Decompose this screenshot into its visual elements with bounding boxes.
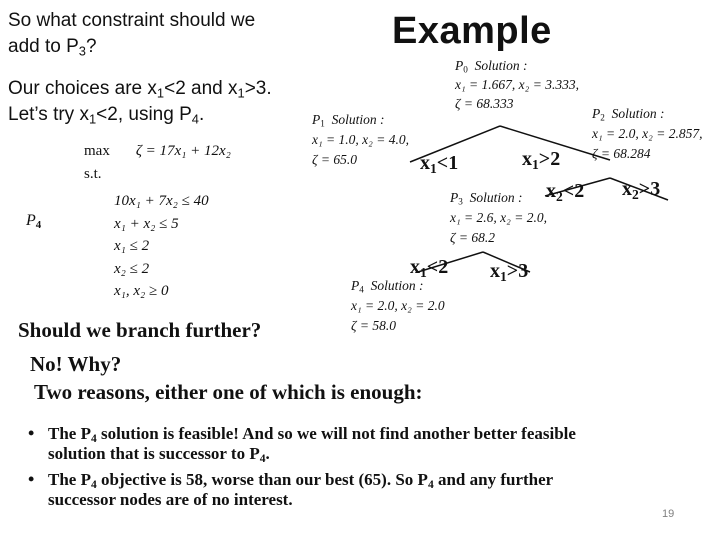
node-p2-objective: ζ = 68.284 <box>592 146 651 161</box>
node-p1-vars: x₁ = 1.0, x₂ = 4.0, <box>312 132 409 147</box>
objective-row <box>84 140 231 163</box>
constraint-3: x₁ ≤ 2 <box>114 238 150 254</box>
page-number: 19 <box>662 508 675 520</box>
node-p2: $P_2$ Solution : x₁ = 2.0, x₂ = 2.857, ζ = 68.284 <box>592 104 702 164</box>
node-p0-objective: ζ = 68.333 <box>455 96 514 111</box>
node-p1-objective: ζ = 65.0 <box>312 152 357 167</box>
bullet-icon: • <box>28 469 35 489</box>
choices-line-2: Let’s try $x_1<2$, using $P_4$. <box>8 104 205 127</box>
question-line-2: add to $P_3$? <box>8 36 97 59</box>
question-line-1: So what constraint should we <box>8 10 256 31</box>
node-p0: $P_0$ Solution : x₁ = 1.667, x₂ = 3.333, ζ = 68.333 <box>455 58 579 111</box>
choices-line-1: Our choices are $x_1<2$ and $x_1>3$. <box>8 78 272 101</box>
st-keyword: s.t. <box>84 165 102 182</box>
branch-question: Should we branch further? <box>18 318 262 342</box>
node-p3-vars: x₁ = 2.6, x₂ = 2.0, <box>450 210 547 225</box>
branch-label-x1-le-1: $x_1<1$ <box>420 152 459 176</box>
node-p1: $P_1$ Solution : x₁ = 1.0, x₂ = 4.0, ζ = 65.0 <box>312 110 409 170</box>
node-p3: $P_3$ Solution : x₁ = 2.6, x₂ = 2.0, ζ = 68.2 <box>450 188 547 248</box>
node-p4: $P_4$ Solution : x₁ = 2.0, x₂ = 2.0 ζ = 58.0 <box>351 276 445 336</box>
branch-label-x1-le-2: $x_1<2$ <box>410 256 449 280</box>
max-keyword: max <box>84 143 110 159</box>
constraint-list <box>84 190 231 303</box>
node-p2-vars: x₁ = 2.0, x₂ = 2.857, <box>592 126 703 141</box>
node-p4-objective: ζ = 58.0 <box>351 318 396 333</box>
branch-label-x1-ge-2: $x_1>2$ <box>522 148 561 172</box>
constraint-2: x₁ + x₂ ≤ 5 <box>114 215 179 232</box>
constraint-5: x₁, x₂ ≥ 0 <box>114 283 169 299</box>
node-p4-vars: x₁ = 2.0, x₂ = 2.0 <box>351 298 445 313</box>
two-reasons: Two reasons, either one of which is enough: <box>34 380 423 404</box>
answer-no-why: No! Why? <box>30 352 122 376</box>
constraint-4: x₂ ≤ 2 <box>114 260 150 277</box>
p4-problem <box>84 140 231 303</box>
node-p0-vars: x₁ = 1.667, x₂ = 3.333, <box>455 77 579 92</box>
reasons-list <box>28 424 708 516</box>
reason-1: • The $P_4$ solution is feasible! And so we will not find another better feasible solution that is successor to $P_4$. <box>28 423 576 466</box>
branch-label-x2-le-2: $x_2<2$ <box>546 180 585 204</box>
objective-function: ζ = 17x₁ + 12x₂ <box>135 143 231 159</box>
slide-title: Example <box>392 10 552 52</box>
bullet-icon: • <box>28 423 35 443</box>
p4-problem-label: $P_4$ <box>26 212 42 232</box>
branch-label-x1-ge-3: $x_1>3$ <box>490 260 529 284</box>
constraint-1: 10x₁ + 7x₂ ≤ 40 <box>114 193 209 209</box>
node-p3-objective: ζ = 68.2 <box>450 230 495 245</box>
branch-label-x2-ge-3: $x_2>3$ <box>622 178 661 202</box>
reason-2: • The $P_4$ objective is 58, worse than our best (65). So $P_4$ and any further successor nodes are of no interest. <box>28 469 554 509</box>
